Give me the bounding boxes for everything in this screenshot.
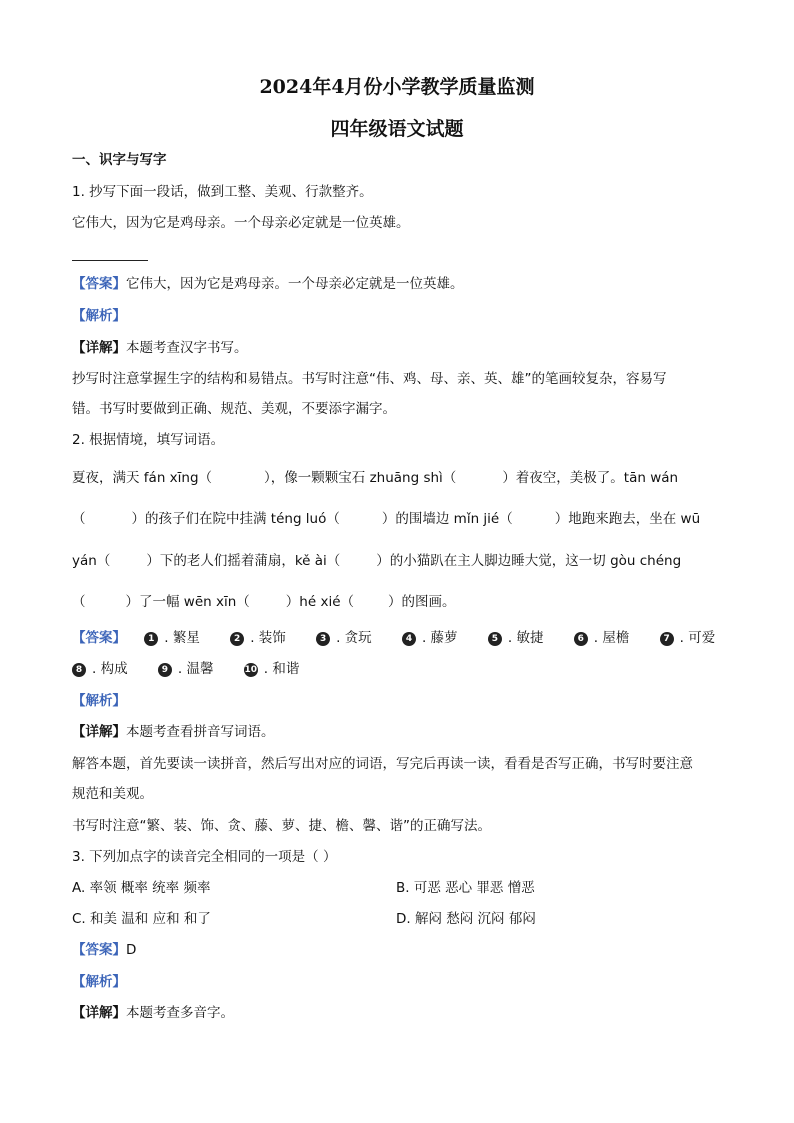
q2-text: ）hé xié（	[285, 594, 354, 610]
q3-detail	[72, 1003, 234, 1023]
number-badge: 5	[488, 632, 502, 646]
q2-text: yán（	[72, 553, 111, 569]
answer-item	[158, 659, 214, 679]
q2-text: ）的围墙边 mǐn jié（	[381, 511, 513, 527]
q1-prompt: 1. 抄写下面一段话，做到工整、美观、行款整齐。	[72, 184, 373, 200]
q2-context-line-2	[72, 509, 700, 529]
answer-item	[660, 628, 716, 648]
q2-text: ）了一幅 wēn xīn（	[125, 594, 250, 610]
q2-context-line-3	[72, 551, 681, 571]
answer-word: . 温馨	[177, 661, 214, 677]
q1-detail	[72, 338, 248, 358]
answer-item	[316, 628, 372, 648]
q1-answer	[72, 274, 464, 294]
number-badge: 6	[574, 632, 588, 646]
q1-passage: 它伟大，因为它是鸡母亲。一个母亲必定就是一位英雄。	[72, 215, 410, 231]
number-badge: 4	[402, 632, 416, 646]
q2-analysis-tag: 【解析】	[72, 693, 126, 709]
q2-context-line-4	[72, 592, 456, 612]
q1-explain-1: 抄写时注意掌握生字的结构和易错点。书写时注意“伟、鸡、母、亲、英、雄”的笔画较复杂，容易写	[72, 371, 667, 387]
answer-word: . 藤萝	[421, 630, 458, 646]
answer-text: D	[126, 942, 137, 958]
q2-answer-row-2	[72, 659, 325, 679]
option-a[interactable]: A. 率领 概率 统率 频率	[72, 880, 211, 896]
answer-text: 它伟大，因为它是鸡母亲。一个母亲必定就是一位英雄。	[126, 276, 464, 292]
q2-text: ）下的老人们摇着蒲扇，kě ài（	[146, 553, 341, 569]
writing-line	[72, 260, 148, 261]
answer-word: . 和谐	[263, 661, 300, 677]
q2-context-line-1	[72, 468, 678, 488]
number-badge: 2	[230, 632, 244, 646]
answer-word: . 繁星	[164, 630, 200, 646]
answer-item	[488, 628, 544, 648]
answer-word: . 敏捷	[507, 630, 544, 646]
answer-item	[72, 659, 128, 679]
q2-prompt: 2. 根据情境，填写词语。	[72, 432, 225, 448]
q1-explain-2: 错。书写时要做到正确、规范、美观，不要添字漏字。	[72, 401, 396, 417]
q2-explain-2: 规范和美观。	[72, 786, 153, 802]
answer-item	[244, 659, 300, 679]
detail-tag: 【详解】	[72, 724, 126, 740]
answer-word: . 构成	[92, 661, 128, 677]
number-badge: 10	[244, 665, 258, 675]
number-badge: 3	[316, 632, 330, 646]
page-title: 2024年4月份小学教学质量监测	[259, 76, 535, 98]
q2-text: （	[72, 594, 86, 610]
number-badge: 1	[144, 632, 158, 646]
q3-prompt: 3. 下列加点字的读音完全相同的一项是（ ）	[72, 849, 337, 865]
answer-word: . 可爱	[679, 630, 716, 646]
q2-text: ）着夜空，美极了。tān wán	[502, 470, 679, 486]
answer-word: . 贪玩	[336, 630, 372, 646]
option-c[interactable]: C. 和美 温和 应和 和了	[72, 911, 211, 927]
detail-text: 本题考查汉字书写。	[126, 340, 248, 356]
number-badge: 7	[660, 632, 674, 646]
q2-text: ）地跑来跑去，坐在 wū	[554, 511, 701, 527]
answer-item	[144, 628, 200, 648]
q2-text: ）的图画。	[388, 594, 456, 610]
answer-word: . 装饰	[250, 630, 286, 646]
q2-answer-row-1	[72, 628, 715, 648]
q3-answer	[72, 940, 136, 960]
answer-word: . 屋檐	[593, 630, 630, 646]
answer-item	[574, 628, 630, 648]
q2-explain-3: 书写时注意“繁、装、饰、贪、藤、萝、捷、檐、馨、谐”的正确写法。	[72, 818, 491, 834]
q2-explain-1: 解答本题，首先要读一读拼音，然后写出对应的词语，写完后再读一读，看看是否写正确，书写时要注意	[72, 756, 693, 772]
number-badge: 9	[158, 663, 172, 677]
answer-tag: 【答案】	[72, 630, 126, 646]
answer-item	[230, 628, 286, 648]
option-b[interactable]: B. 可恶 恶心 罪恶 憎恶	[396, 880, 535, 896]
detail-tag: 【详解】	[72, 1005, 126, 1021]
q2-text: ）的孩子们在院中挂满 téng luó（	[131, 511, 340, 527]
answer-tag: 【答案】	[72, 276, 126, 292]
q2-text: ），像一颗颗宝石 zhuāng shì（	[264, 470, 457, 486]
detail-text: 本题考查多音字。	[126, 1005, 234, 1021]
section-heading: 一、识字与写字	[72, 152, 167, 168]
detail-tag: 【详解】	[72, 340, 126, 356]
number-badge: 8	[72, 663, 86, 677]
q2-detail	[72, 722, 275, 742]
q2-text: （	[72, 511, 86, 527]
q1-analysis-tag: 【解析】	[72, 308, 126, 324]
q2-text: 夏夜，满天 fán xīng（	[72, 470, 213, 486]
option-d[interactable]: D. 解闷 愁闷 沉闷 郁闷	[396, 911, 536, 927]
q2-text: ）的小猫趴在主人脚边睡大觉，这一切 gòu chéng	[376, 553, 682, 569]
answer-tag: 【答案】	[72, 942, 126, 958]
page-subtitle: 四年级语文试题	[330, 118, 464, 140]
detail-text: 本题考查看拼音写词语。	[126, 724, 275, 740]
q3-analysis-tag: 【解析】	[72, 974, 126, 990]
answer-item	[402, 628, 458, 648]
